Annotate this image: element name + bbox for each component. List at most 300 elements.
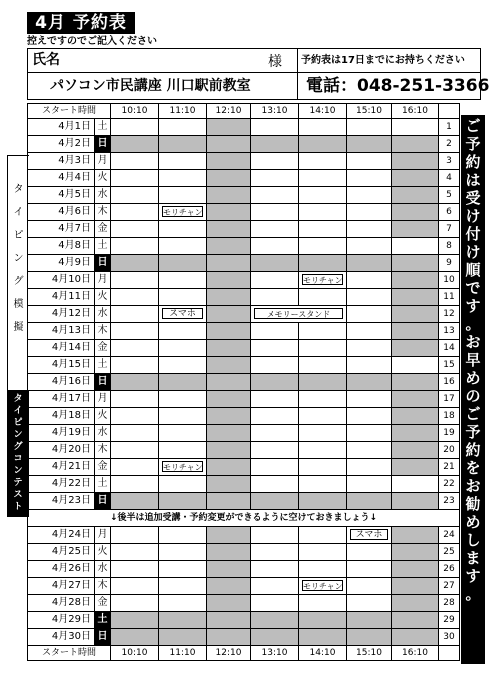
row-number: 8	[439, 238, 460, 255]
reservation-mark[interactable]: スマホ	[350, 529, 388, 540]
time-header: 12:10	[207, 646, 251, 661]
slot-cell[interactable]	[251, 306, 347, 323]
slot-cell[interactable]	[207, 357, 251, 374]
slot-cell[interactable]	[207, 136, 251, 153]
slot-cell[interactable]	[159, 561, 207, 578]
slot-cell[interactable]	[299, 629, 347, 646]
date-cell: 4月29日	[28, 612, 95, 629]
slot-cell[interactable]	[159, 238, 207, 255]
slot-cell[interactable]	[207, 374, 251, 391]
slot-cell[interactable]	[159, 408, 207, 425]
slot-cell[interactable]	[111, 408, 159, 425]
slot-cell[interactable]	[299, 204, 347, 221]
table-row	[28, 459, 460, 476]
slot-cell[interactable]	[207, 289, 251, 306]
table-row	[28, 578, 460, 595]
name-label: 氏名	[32, 52, 60, 68]
dow-cell: 金	[95, 595, 111, 612]
slot-cell[interactable]	[159, 204, 207, 221]
row-number: 24	[439, 527, 460, 544]
slot-cell[interactable]	[392, 221, 439, 238]
slot-cell[interactable]	[347, 391, 392, 408]
slot-cell[interactable]	[299, 170, 347, 187]
slot-cell[interactable]	[392, 612, 439, 629]
slot-cell[interactable]	[347, 289, 392, 306]
slot-cell[interactable]	[159, 595, 207, 612]
slot-cell[interactable]	[392, 493, 439, 510]
slot-cell[interactable]	[392, 153, 439, 170]
date-cell: 4月9日	[28, 255, 95, 272]
table-row	[28, 323, 460, 340]
reservation-table	[27, 103, 460, 661]
school-name: パソコン市民講座 川口駅前教室	[50, 78, 251, 94]
date-cell: 4月28日	[28, 595, 95, 612]
start-time-label: スタート時間	[28, 104, 111, 119]
slot-cell[interactable]	[251, 561, 299, 578]
date-cell: 4月8日	[28, 238, 95, 255]
slot-cell[interactable]	[299, 340, 347, 357]
date-cell: 4月27日	[28, 578, 95, 595]
slot-cell[interactable]	[159, 255, 207, 272]
slot-cell[interactable]	[392, 306, 439, 323]
slot-cell[interactable]	[159, 493, 207, 510]
slot-cell[interactable]	[111, 578, 159, 595]
slot-cell[interactable]	[207, 306, 251, 323]
slot-cell[interactable]	[207, 442, 251, 459]
school-cell	[28, 73, 298, 99]
time-header: 12:10	[207, 104, 251, 119]
slot-cell[interactable]	[111, 323, 159, 340]
slot-cell[interactable]	[251, 493, 299, 510]
slot-cell[interactable]	[347, 255, 392, 272]
slot-cell[interactable]	[347, 561, 392, 578]
slot-cell[interactable]	[111, 442, 159, 459]
slot-cell[interactable]	[111, 306, 159, 323]
reservation-mark[interactable]: スマホ	[162, 308, 203, 319]
slot-cell[interactable]	[299, 255, 347, 272]
slot-cell[interactable]	[392, 272, 439, 289]
table-row	[28, 561, 460, 578]
slot-cell[interactable]	[251, 408, 299, 425]
date-cell: 4月19日	[28, 425, 95, 442]
slot-cell[interactable]	[159, 578, 207, 595]
slot-cell[interactable]	[392, 170, 439, 187]
slot-cell[interactable]	[347, 425, 392, 442]
slot-cell[interactable]	[299, 595, 347, 612]
slot-cell[interactable]	[207, 221, 251, 238]
dow-cell: 日	[95, 374, 111, 391]
slot-cell[interactable]	[159, 340, 207, 357]
slot-cell[interactable]	[159, 170, 207, 187]
slot-cell[interactable]	[347, 119, 392, 136]
slot-cell[interactable]	[299, 238, 347, 255]
slot-cell[interactable]	[347, 442, 392, 459]
slot-cell[interactable]	[111, 170, 159, 187]
slot-cell[interactable]	[299, 357, 347, 374]
slot-cell[interactable]	[111, 476, 159, 493]
date-cell: 4月4日	[28, 170, 95, 187]
slot-cell[interactable]	[347, 204, 392, 221]
slot-cell[interactable]	[251, 136, 299, 153]
slot-cell[interactable]	[251, 221, 299, 238]
slot-cell[interactable]	[251, 357, 299, 374]
slot-cell[interactable]	[207, 272, 251, 289]
slot-cell[interactable]	[111, 119, 159, 136]
slot-cell[interactable]	[111, 629, 159, 646]
slot-cell[interactable]	[299, 459, 347, 476]
date-cell: 4月5日	[28, 187, 95, 204]
slot-cell[interactable]	[392, 561, 439, 578]
slot-cell[interactable]	[111, 221, 159, 238]
slot-cell[interactable]	[251, 544, 299, 561]
slot-cell[interactable]	[159, 153, 207, 170]
slot-cell[interactable]	[299, 612, 347, 629]
slot-cell[interactable]	[159, 119, 207, 136]
table-row	[28, 221, 460, 238]
row-number: 26	[439, 561, 460, 578]
typing-mock-label: タ イ ピ ン グ 模 擬	[13, 184, 24, 333]
slot-cell[interactable]	[207, 527, 251, 544]
row-number: 23	[439, 493, 460, 510]
dow-cell: 土	[95, 238, 111, 255]
slot-cell[interactable]	[111, 204, 159, 221]
slot-cell[interactable]	[251, 170, 299, 187]
slot-cell[interactable]	[392, 357, 439, 374]
slot-cell[interactable]	[111, 493, 159, 510]
slot-cell[interactable]	[251, 459, 299, 476]
date-cell: 4月17日	[28, 391, 95, 408]
slot-cell[interactable]	[111, 612, 159, 629]
table-row	[28, 306, 460, 323]
slot-cell[interactable]	[392, 238, 439, 255]
slot-cell[interactable]	[299, 408, 347, 425]
slot-cell[interactable]	[392, 459, 439, 476]
date-cell: 4月25日	[28, 544, 95, 561]
time-header: 11:10	[159, 646, 207, 661]
slot-cell[interactable]	[111, 561, 159, 578]
slot-cell[interactable]	[111, 340, 159, 357]
slot-cell[interactable]	[207, 493, 251, 510]
table-row	[28, 204, 460, 221]
row-number: 4	[439, 170, 460, 187]
deadline-text: 予約表は17日までにお持ちください	[298, 49, 480, 73]
slot-cell[interactable]	[299, 153, 347, 170]
slot-cell[interactable]	[207, 170, 251, 187]
slot-cell[interactable]	[299, 136, 347, 153]
table-row	[28, 238, 460, 255]
slot-cell[interactable]	[299, 561, 347, 578]
slot-cell[interactable]	[392, 374, 439, 391]
slot-cell[interactable]	[159, 391, 207, 408]
slot-cell[interactable]	[159, 289, 207, 306]
row-number: 11	[439, 289, 460, 306]
slot-cell[interactable]	[392, 255, 439, 272]
time-header: 10:10	[111, 104, 159, 119]
slot-cell[interactable]	[207, 595, 251, 612]
dow-cell: 月	[95, 391, 111, 408]
slot-cell[interactable]	[347, 340, 392, 357]
slot-cell[interactable]	[207, 119, 251, 136]
slot-cell[interactable]	[347, 408, 392, 425]
slot-cell[interactable]	[207, 459, 251, 476]
reservation-mark[interactable]: モリチャン	[163, 463, 203, 472]
slot-cell[interactable]	[251, 289, 299, 306]
slot-cell[interactable]	[299, 442, 347, 459]
slot-cell[interactable]	[207, 204, 251, 221]
slot-cell[interactable]	[207, 561, 251, 578]
slot-cell[interactable]	[299, 391, 347, 408]
dow-cell: 木	[95, 442, 111, 459]
slot-cell[interactable]	[207, 323, 251, 340]
slot-cell[interactable]	[251, 187, 299, 204]
slot-cell[interactable]	[159, 442, 207, 459]
slot-cell[interactable]	[251, 255, 299, 272]
slot-cell[interactable]	[111, 425, 159, 442]
slot-cell[interactable]	[347, 170, 392, 187]
slot-cell[interactable]	[299, 323, 347, 340]
slot-cell[interactable]	[299, 119, 347, 136]
slot-cell[interactable]	[111, 238, 159, 255]
slot-cell[interactable]	[347, 374, 392, 391]
slot-cell[interactable]	[207, 187, 251, 204]
slot-cell[interactable]	[299, 374, 347, 391]
row-number: 20	[439, 442, 460, 459]
num-header	[439, 104, 460, 119]
date-cell: 4月15日	[28, 357, 95, 374]
table-row	[28, 391, 460, 408]
slot-cell[interactable]	[251, 595, 299, 612]
slot-cell[interactable]	[251, 323, 299, 340]
slot-cell[interactable]	[347, 357, 392, 374]
slot-cell[interactable]	[392, 544, 439, 561]
slot-cell[interactable]	[251, 153, 299, 170]
slot-cell[interactable]	[159, 476, 207, 493]
slot-cell[interactable]	[299, 272, 347, 289]
slot-cell[interactable]	[251, 612, 299, 629]
date-cell: 4月11日	[28, 289, 95, 306]
slot-cell[interactable]	[299, 476, 347, 493]
slot-cell[interactable]	[159, 221, 207, 238]
slot-cell[interactable]	[347, 136, 392, 153]
slot-cell[interactable]	[251, 238, 299, 255]
slot-cell[interactable]	[159, 527, 207, 544]
typing-mock-bar	[7, 155, 29, 391]
slot-cell[interactable]	[392, 323, 439, 340]
dow-cell: 日	[95, 493, 111, 510]
slot-cell[interactable]	[111, 391, 159, 408]
row-number: 18	[439, 408, 460, 425]
slot-cell[interactable]	[207, 238, 251, 255]
slot-cell[interactable]	[207, 544, 251, 561]
slot-cell[interactable]	[251, 204, 299, 221]
slot-cell[interactable]	[207, 340, 251, 357]
name-field[interactable]	[28, 49, 298, 73]
slot-cell[interactable]	[159, 357, 207, 374]
reservation-mark[interactable]: モリチャン	[163, 208, 203, 217]
slot-cell[interactable]	[159, 136, 207, 153]
slot-cell[interactable]	[251, 391, 299, 408]
slot-cell[interactable]	[392, 204, 439, 221]
start-time-label: スタート時間	[28, 646, 111, 661]
slot-cell[interactable]	[159, 459, 207, 476]
slot-cell[interactable]	[392, 136, 439, 153]
row-number: 2	[439, 136, 460, 153]
slot-cell[interactable]	[251, 425, 299, 442]
slot-cell[interactable]	[347, 527, 392, 544]
slot-cell[interactable]	[347, 221, 392, 238]
slot-cell[interactable]	[159, 629, 207, 646]
reservation-mark[interactable]: メモリースタンド	[254, 308, 343, 319]
dow-cell: 木	[95, 323, 111, 340]
slot-cell[interactable]	[392, 425, 439, 442]
time-header: 13:10	[251, 646, 299, 661]
table-row	[28, 136, 460, 153]
time-header: 10:10	[111, 646, 159, 661]
dow-cell: 金	[95, 221, 111, 238]
slot-cell[interactable]	[207, 629, 251, 646]
slot-cell[interactable]	[251, 272, 299, 289]
slot-cell[interactable]	[347, 612, 392, 629]
date-cell: 4月18日	[28, 408, 95, 425]
slot-cell[interactable]	[159, 425, 207, 442]
slot-cell[interactable]	[392, 187, 439, 204]
slot-cell[interactable]	[111, 595, 159, 612]
slot-cell[interactable]	[299, 425, 347, 442]
slot-cell[interactable]	[159, 612, 207, 629]
table-row	[28, 476, 460, 493]
slot-cell[interactable]	[347, 544, 392, 561]
slot-cell[interactable]	[251, 578, 299, 595]
slot-cell[interactable]	[347, 187, 392, 204]
slot-cell[interactable]	[347, 272, 392, 289]
slot-cell[interactable]	[111, 459, 159, 476]
slot-cell[interactable]	[207, 408, 251, 425]
slot-cell[interactable]	[111, 187, 159, 204]
time-header: 16:10	[392, 646, 439, 661]
slot-cell[interactable]	[111, 153, 159, 170]
slot-cell[interactable]	[299, 493, 347, 510]
slot-cell[interactable]	[111, 289, 159, 306]
dow-cell: 水	[95, 306, 111, 323]
slot-cell[interactable]	[159, 374, 207, 391]
slot-cell[interactable]	[251, 476, 299, 493]
slot-cell[interactable]	[111, 272, 159, 289]
slot-cell[interactable]	[392, 629, 439, 646]
table-row	[28, 408, 460, 425]
slot-cell[interactable]	[299, 578, 347, 595]
slot-cell[interactable]	[251, 340, 299, 357]
row-number: 16	[439, 374, 460, 391]
slot-cell[interactable]	[347, 153, 392, 170]
slot-cell[interactable]	[299, 221, 347, 238]
slot-cell[interactable]	[207, 612, 251, 629]
reservation-mark[interactable]: モリチャン	[303, 276, 343, 285]
slot-cell[interactable]	[207, 255, 251, 272]
table-row	[28, 340, 460, 357]
slot-cell[interactable]	[299, 544, 347, 561]
slot-cell[interactable]	[207, 153, 251, 170]
date-cell: 4月7日	[28, 221, 95, 238]
slot-cell[interactable]	[251, 119, 299, 136]
slot-cell[interactable]	[392, 119, 439, 136]
slot-cell[interactable]	[159, 272, 207, 289]
slot-cell[interactable]	[299, 527, 347, 544]
date-cell: 4月21日	[28, 459, 95, 476]
slot-cell[interactable]	[111, 527, 159, 544]
slot-cell[interactable]	[392, 442, 439, 459]
slot-cell[interactable]	[347, 459, 392, 476]
dow-cell: 月	[95, 153, 111, 170]
date-cell: 4月3日	[28, 153, 95, 170]
date-cell: 4月16日	[28, 374, 95, 391]
slot-cell[interactable]	[392, 527, 439, 544]
slot-cell[interactable]	[392, 289, 439, 306]
slot-cell[interactable]	[159, 544, 207, 561]
dow-cell: 日	[95, 255, 111, 272]
slot-cell[interactable]	[111, 136, 159, 153]
typing-contest-bar	[7, 391, 29, 517]
slot-cell[interactable]	[347, 595, 392, 612]
slot-cell[interactable]	[299, 289, 347, 306]
slot-cell[interactable]	[392, 476, 439, 493]
dow-cell: 水	[95, 425, 111, 442]
dow-cell: 木	[95, 578, 111, 595]
row-number: 14	[439, 340, 460, 357]
slot-cell[interactable]	[111, 255, 159, 272]
slot-cell[interactable]	[347, 306, 392, 323]
slot-cell[interactable]	[207, 425, 251, 442]
slot-cell[interactable]	[159, 323, 207, 340]
date-cell: 4月30日	[28, 629, 95, 646]
date-cell: 4月13日	[28, 323, 95, 340]
slot-cell[interactable]	[347, 629, 392, 646]
slot-cell[interactable]	[299, 187, 347, 204]
time-header: 11:10	[159, 104, 207, 119]
slot-cell[interactable]	[111, 544, 159, 561]
slot-cell[interactable]	[392, 391, 439, 408]
reservation-mark[interactable]: モリチャン	[303, 582, 343, 591]
slot-cell[interactable]	[207, 578, 251, 595]
slot-cell[interactable]	[251, 442, 299, 459]
header-box	[27, 48, 490, 100]
slot-cell[interactable]	[251, 374, 299, 391]
side-message: ご 予 約 は 受 け 付 け 順 で す 。 お 早 め の ご 予 約 を お 勧 め し ま す 。	[465, 117, 481, 603]
slot-cell[interactable]	[251, 629, 299, 646]
slot-cell[interactable]	[392, 340, 439, 357]
slot-cell[interactable]	[392, 595, 439, 612]
date-cell: 4月14日	[28, 340, 95, 357]
slot-cell[interactable]	[207, 391, 251, 408]
slot-cell[interactable]	[347, 493, 392, 510]
dow-cell: 水	[95, 187, 111, 204]
slot-cell[interactable]	[392, 578, 439, 595]
slot-cell[interactable]	[347, 323, 392, 340]
date-cell: 4月2日	[28, 136, 95, 153]
slot-cell[interactable]	[347, 476, 392, 493]
slot-cell[interactable]	[251, 527, 299, 544]
dow-cell: 火	[95, 408, 111, 425]
slot-cell[interactable]	[111, 357, 159, 374]
date-cell: 4月10日	[28, 272, 95, 289]
slot-cell[interactable]	[207, 476, 251, 493]
slot-cell[interactable]	[347, 238, 392, 255]
slot-cell[interactable]	[159, 187, 207, 204]
slot-cell[interactable]	[347, 578, 392, 595]
dow-cell: 金	[95, 459, 111, 476]
slot-cell[interactable]	[111, 374, 159, 391]
slot-cell[interactable]	[159, 306, 207, 323]
slot-cell[interactable]	[392, 408, 439, 425]
